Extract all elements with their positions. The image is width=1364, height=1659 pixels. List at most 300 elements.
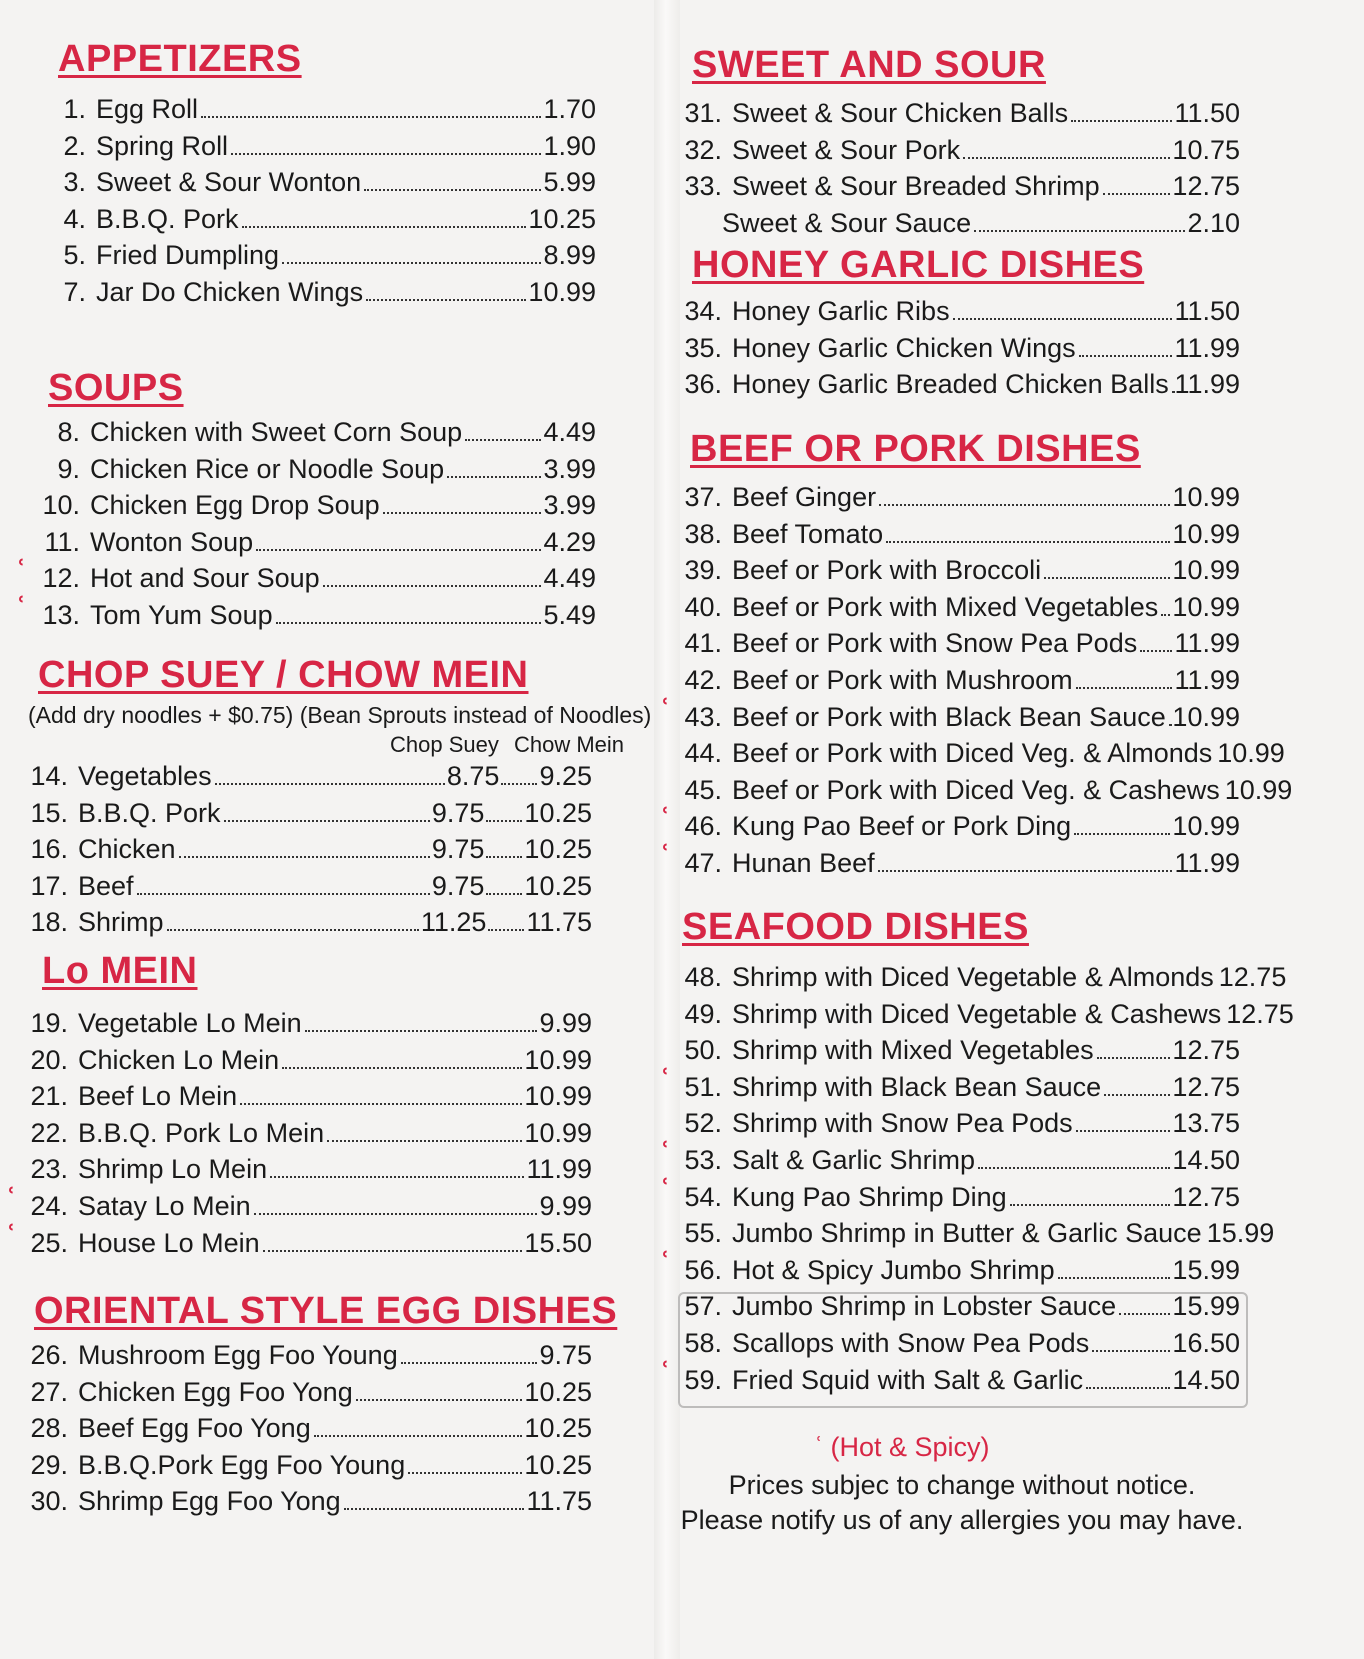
item-name: Shrimp with Diced Vegetable & Almonds bbox=[732, 962, 1214, 992]
item-name: Shrimp with Mixed Vegetables bbox=[732, 1035, 1094, 1066]
item-number: 5. bbox=[63, 240, 86, 271]
dot-leader bbox=[224, 819, 430, 822]
section-title: SOUPS bbox=[48, 367, 184, 409]
item-price: 10.99 bbox=[1217, 738, 1285, 769]
item-name: Mushroom Egg Foo Young bbox=[78, 1340, 398, 1370]
menu-item bbox=[30, 596, 596, 634]
menu-item bbox=[674, 958, 1287, 996]
menu-item bbox=[674, 1324, 1240, 1362]
menu-item bbox=[20, 1446, 592, 1484]
dot-leader bbox=[486, 892, 522, 895]
menu-item bbox=[20, 903, 592, 941]
item-number: 55. bbox=[684, 1218, 722, 1249]
menu-item bbox=[20, 1187, 592, 1225]
hot-pepper-icon: ʿ bbox=[6, 1219, 16, 1250]
item-name: Chicken with Sweet Corn Soup bbox=[90, 417, 463, 447]
dot-leader bbox=[1076, 1129, 1171, 1132]
dot-leader bbox=[215, 782, 445, 785]
item-name: Hot and Sour Soup bbox=[90, 563, 320, 594]
item-price: 15.50 bbox=[524, 1227, 592, 1258]
item-name: Egg Roll bbox=[96, 94, 199, 124]
item-number: 29. bbox=[30, 1449, 68, 1480]
dot-leader bbox=[179, 855, 430, 858]
item-name: Honey Garlic Breaded Chicken Balls bbox=[732, 369, 1169, 400]
menu-item bbox=[20, 1114, 592, 1152]
item-name: House Lo Mein bbox=[78, 1227, 260, 1258]
dot-leader bbox=[282, 261, 541, 264]
item-name: Hot & Spicy Jumbo Shrimp bbox=[732, 1254, 1055, 1285]
menu-item bbox=[20, 1041, 592, 1079]
hot-pepper-icon: ʿ bbox=[660, 1063, 670, 1094]
item-number: 21. bbox=[30, 1081, 68, 1112]
item-number: 2. bbox=[63, 130, 86, 161]
dot-leader bbox=[323, 584, 542, 587]
item-price: 13.75 bbox=[1172, 1108, 1240, 1139]
dot-leader bbox=[282, 1066, 522, 1069]
item-number: 25. bbox=[30, 1227, 68, 1258]
item-number: 10. bbox=[42, 490, 80, 521]
menu-item bbox=[674, 1361, 1240, 1399]
item-price: 8.99 bbox=[543, 240, 596, 271]
item-price: 10.25 bbox=[528, 203, 596, 234]
menu-item bbox=[20, 757, 592, 795]
item-price: 10.75 bbox=[1172, 134, 1240, 165]
menu-item bbox=[674, 131, 1240, 169]
item-name: Fried Dumpling bbox=[96, 240, 280, 271]
menu-item bbox=[674, 624, 1240, 662]
item-price: 5.99 bbox=[543, 167, 596, 198]
item-name: Shrimp Egg Foo Yong bbox=[78, 1486, 341, 1517]
item-price: 10.25 bbox=[524, 1449, 592, 1480]
dot-leader bbox=[344, 1507, 525, 1510]
price-chow-mein: 10.25 bbox=[524, 834, 592, 865]
hot-pepper-icon: ʿ bbox=[660, 1173, 670, 1204]
item-price: 15.99 bbox=[1172, 1291, 1240, 1322]
item-number: 47. bbox=[684, 848, 722, 878]
item-price: 12.75 bbox=[1172, 171, 1240, 202]
item-name: Sweet & Sour Pork bbox=[732, 134, 961, 165]
item-name: Shrimp Lo Mein bbox=[78, 1154, 268, 1185]
dot-leader bbox=[1097, 1056, 1171, 1059]
dot-leader bbox=[270, 1175, 524, 1178]
item-price: 3.99 bbox=[543, 490, 596, 521]
dot-leader bbox=[447, 475, 541, 478]
item-number: 17. bbox=[30, 870, 68, 901]
item-price: 4.49 bbox=[543, 563, 596, 594]
menu-item bbox=[674, 292, 1240, 330]
dot-leader bbox=[1074, 832, 1170, 835]
item-name: Shrimp with Snow Pea Pods bbox=[732, 1108, 1073, 1139]
item-name: Kung Pao Beef or Pork Ding bbox=[732, 811, 1072, 842]
item-name: Chicken bbox=[78, 834, 176, 865]
dot-leader bbox=[501, 782, 537, 785]
dot-leader bbox=[1169, 723, 1171, 726]
price-disclaimer: Prices subjec to change without notice. bbox=[728, 1470, 1196, 1500]
item-price: 1.90 bbox=[543, 130, 596, 161]
item-name: Salt & Garlic Shrimp bbox=[732, 1145, 976, 1175]
menu-item bbox=[30, 413, 596, 451]
item-number: 33. bbox=[684, 171, 722, 202]
item-number: 11. bbox=[44, 526, 80, 557]
item-number: 46. bbox=[684, 811, 722, 842]
price-chow-mein: 10.25 bbox=[524, 797, 592, 828]
item-price: 12.75 bbox=[1226, 998, 1294, 1029]
item-price: 10.99 bbox=[1172, 555, 1240, 586]
menu-item bbox=[674, 329, 1240, 367]
item-number: 16. bbox=[30, 834, 68, 865]
item-number: 9. bbox=[57, 453, 80, 484]
dot-leader bbox=[1010, 1203, 1171, 1206]
dot-leader bbox=[465, 438, 541, 441]
item-price: 10.99 bbox=[528, 277, 596, 307]
item-name: Jumbo Shrimp in Butter & Garlic Sauce bbox=[732, 1218, 1202, 1249]
item-number: 20. bbox=[30, 1044, 68, 1075]
hot-spicy-legend bbox=[814, 1432, 990, 1463]
item-price: 14.50 bbox=[1172, 1364, 1240, 1395]
item-number: 23. bbox=[30, 1154, 68, 1185]
dot-leader bbox=[953, 317, 1173, 320]
item-name: Chicken Egg Drop Soup bbox=[90, 490, 380, 521]
hot-pepper-icon: ʿ bbox=[6, 1183, 16, 1213]
hot-pepper-icon: ʿ bbox=[660, 1137, 670, 1167]
hot-pepper-icon: ʿ bbox=[16, 555, 26, 586]
menu-item bbox=[674, 698, 1240, 736]
item-number: 41. bbox=[684, 628, 722, 659]
item-name: Beef Egg Foo Yong bbox=[78, 1413, 311, 1444]
item-name: Chicken Rice or Noodle Soup bbox=[90, 453, 445, 484]
item-number: 44. bbox=[684, 738, 722, 769]
hot-pepper-icon: ʿ bbox=[660, 1356, 670, 1387]
item-name: Sweet & Sour Wonton bbox=[96, 167, 362, 198]
item-price: 3.99 bbox=[543, 453, 596, 484]
item-price: 10.99 bbox=[1172, 701, 1240, 732]
item-number: 39. bbox=[684, 555, 722, 586]
item-name: B.B.Q. Pork bbox=[96, 203, 239, 234]
section-title: SEAFOOD DISHES bbox=[682, 906, 1029, 948]
item-name: Beef or Pork with Mushroom bbox=[732, 665, 1073, 695]
menu-item bbox=[674, 515, 1240, 553]
dot-leader bbox=[167, 928, 419, 931]
price-chow-mein: 11.75 bbox=[526, 907, 592, 938]
item-price: 9.99 bbox=[539, 1191, 592, 1221]
item-name: Vegetable Lo Mein bbox=[78, 1008, 302, 1038]
item-name: B.B.Q. Pork bbox=[78, 797, 221, 828]
item-price: 11.99 bbox=[1174, 369, 1240, 400]
item-number: 38. bbox=[684, 518, 722, 549]
item-name: Honey Garlic Chicken Wings bbox=[732, 332, 1076, 363]
price-chow-mein: 9.25 bbox=[539, 761, 592, 791]
item-price: 16.50 bbox=[1172, 1328, 1240, 1358]
menu-item bbox=[48, 163, 596, 201]
item-price: 14.50 bbox=[1172, 1145, 1240, 1175]
item-name: Sweet & Sour Breaded Shrimp bbox=[732, 171, 1100, 202]
item-number: 59. bbox=[684, 1364, 722, 1395]
menu-item bbox=[20, 1409, 592, 1447]
dot-leader bbox=[886, 540, 1170, 543]
dot-leader bbox=[263, 1249, 523, 1252]
item-price: 10.99 bbox=[1172, 482, 1240, 512]
dot-leader bbox=[256, 548, 541, 551]
dot-leader bbox=[383, 511, 542, 514]
item-price: 11.99 bbox=[1174, 665, 1240, 695]
item-number: 45. bbox=[684, 774, 722, 805]
item-price: 10.99 bbox=[1224, 774, 1293, 805]
item-number: 53. bbox=[684, 1145, 722, 1175]
dot-leader bbox=[240, 1102, 522, 1105]
dot-leader bbox=[1103, 192, 1171, 195]
item-number: 22. bbox=[30, 1117, 68, 1148]
item-name: Chicken Egg Foo Yong bbox=[78, 1376, 353, 1407]
dot-leader bbox=[1076, 686, 1173, 689]
item-number: 24. bbox=[30, 1191, 68, 1221]
menu-item bbox=[674, 995, 1294, 1033]
hot-pepper-icon: ʿ bbox=[660, 1246, 670, 1277]
item-number: 50. bbox=[684, 1035, 722, 1066]
item-price: 10.99 bbox=[1172, 811, 1240, 842]
item-number: 28. bbox=[30, 1413, 68, 1444]
item-number: 15. bbox=[30, 797, 68, 828]
menu-item bbox=[20, 794, 592, 832]
item-name: Satay Lo Mein bbox=[78, 1191, 251, 1221]
item-number: 12. bbox=[42, 563, 80, 594]
item-price: 11.50 bbox=[1174, 296, 1240, 326]
item-price: 11.99 bbox=[1174, 332, 1240, 363]
item-price: 1.70 bbox=[543, 94, 596, 124]
item-number: 26. bbox=[30, 1340, 68, 1370]
item-price: 15.99 bbox=[1172, 1254, 1240, 1285]
section-title: ORIENTAL STYLE EGG DISHES bbox=[34, 1290, 618, 1332]
dot-leader bbox=[327, 1139, 522, 1142]
item-price: 10.25 bbox=[524, 1376, 592, 1407]
section-note: (Add dry noodles + $0.75) (Bean Sprouts instead of Noodles) bbox=[28, 702, 652, 728]
price-chop-suey: 9.75 bbox=[431, 870, 485, 901]
menu-item bbox=[674, 1068, 1240, 1106]
dot-leader bbox=[408, 1471, 522, 1474]
item-number: 27. bbox=[30, 1376, 68, 1407]
menu-item bbox=[20, 1150, 592, 1188]
price-chop-suey: 11.25 bbox=[420, 907, 487, 938]
menu-item bbox=[48, 200, 596, 238]
item-price: 11.75 bbox=[526, 1486, 592, 1517]
item-name: Sweet & Sour Chicken Balls bbox=[732, 98, 1069, 128]
section-title: CHOP SUEY / CHOW MEIN bbox=[38, 654, 529, 696]
item-number: 43. bbox=[684, 701, 722, 732]
price-chop-suey: 9.75 bbox=[431, 834, 485, 865]
item-number: 35. bbox=[684, 332, 722, 363]
item-price: 10.99 bbox=[1172, 518, 1240, 549]
menu-item bbox=[674, 1251, 1240, 1289]
item-price: 12.75 bbox=[1218, 962, 1287, 992]
dot-leader bbox=[963, 156, 1170, 159]
menu-item bbox=[48, 273, 596, 311]
item-name: Beef or Pork with Mixed Vegetables bbox=[732, 591, 1159, 622]
menu-item bbox=[674, 204, 1240, 242]
menu-item bbox=[48, 236, 596, 274]
item-name: Spring Roll bbox=[96, 130, 229, 161]
item-number: 42. bbox=[684, 665, 722, 695]
item-name: Scallops with Snow Pea Pods bbox=[732, 1328, 1090, 1358]
item-number: 32. bbox=[684, 134, 722, 165]
menu-item bbox=[20, 1336, 592, 1374]
menu-item bbox=[674, 1141, 1240, 1179]
menu-item bbox=[674, 1214, 1275, 1252]
item-price: 5.49 bbox=[543, 600, 596, 630]
item-name: Kung Pao Shrimp Ding bbox=[732, 1181, 1007, 1212]
item-number: 56. bbox=[684, 1254, 722, 1285]
menu-item bbox=[20, 1482, 592, 1520]
item-number: 40. bbox=[684, 591, 722, 622]
price-chop-suey: 8.75 bbox=[446, 761, 500, 791]
menu-item bbox=[674, 661, 1240, 699]
item-name: Beef or Pork with Broccoli bbox=[732, 555, 1042, 586]
item-price: 15.99 bbox=[1206, 1218, 1275, 1249]
menu-item bbox=[48, 127, 596, 165]
item-name: B.B.Q. Pork Lo Mein bbox=[78, 1117, 325, 1148]
item-number: 14. bbox=[30, 761, 68, 791]
hot-pepper-icon: ʿ bbox=[814, 1432, 823, 1462]
menu-item bbox=[20, 1224, 592, 1262]
item-price: 4.29 bbox=[543, 526, 596, 557]
price-chop-suey: 9.75 bbox=[431, 797, 485, 828]
item-number: 34. bbox=[684, 296, 722, 326]
item-price: 10.99 bbox=[524, 1081, 592, 1112]
item-number: 49. bbox=[684, 998, 722, 1029]
dot-leader bbox=[978, 1166, 1170, 1169]
item-name: Shrimp bbox=[78, 907, 164, 938]
item-number: 8. bbox=[57, 417, 80, 447]
dot-leader bbox=[254, 1212, 538, 1215]
column-header-chow-mein: Chow Mein bbox=[514, 732, 625, 757]
menu-item bbox=[674, 734, 1285, 772]
item-number: 31. bbox=[684, 98, 722, 128]
dot-leader bbox=[1172, 390, 1173, 393]
menu-item bbox=[674, 167, 1240, 205]
item-price: 2.10 bbox=[1187, 207, 1240, 238]
dot-leader bbox=[1079, 354, 1173, 357]
section-title: HONEY GARLIC DISHES bbox=[692, 244, 1145, 286]
item-price: 11.99 bbox=[1174, 628, 1240, 659]
column-header-chop-suey: Chop Suey bbox=[390, 732, 499, 757]
menu-item bbox=[48, 90, 596, 128]
dot-leader bbox=[137, 892, 430, 895]
item-number: 57. bbox=[684, 1291, 722, 1322]
item-name: Chicken Lo Mein bbox=[78, 1044, 280, 1075]
item-price: 9.75 bbox=[539, 1340, 592, 1370]
item-price: 10.99 bbox=[524, 1044, 592, 1075]
dot-leader bbox=[1044, 576, 1170, 579]
allergy-notice: Please notify us of any allergies you may have. bbox=[680, 1505, 1244, 1535]
menu-item bbox=[674, 478, 1240, 516]
item-name: Hunan Beef bbox=[732, 848, 875, 878]
menu-item bbox=[674, 551, 1240, 589]
item-number: 1. bbox=[63, 94, 86, 124]
item-price: 9.99 bbox=[539, 1008, 592, 1038]
menu-item bbox=[674, 94, 1240, 132]
menu-item bbox=[30, 523, 596, 561]
hot-pepper-icon: ʿ bbox=[16, 592, 26, 622]
item-price: 10.25 bbox=[524, 1413, 592, 1444]
menu-item bbox=[30, 486, 596, 524]
section-title: BEEF OR PORK DISHES bbox=[690, 428, 1141, 470]
item-number: 54. bbox=[684, 1181, 722, 1212]
item-price: 12.75 bbox=[1172, 1035, 1240, 1066]
section-title: Lo MEIN bbox=[42, 950, 198, 992]
dot-leader bbox=[201, 115, 541, 118]
hot-pepper-icon: ʿ bbox=[660, 693, 670, 724]
item-name: Shrimp with Black Bean Sauce bbox=[732, 1071, 1102, 1102]
dot-leader bbox=[314, 1434, 523, 1437]
dot-leader bbox=[1104, 1093, 1170, 1096]
item-name: Beef or Pork with Diced Veg. & Cashews bbox=[732, 774, 1220, 805]
item-name: Honey Garlic Ribs bbox=[732, 296, 950, 326]
dot-leader bbox=[1161, 613, 1170, 616]
dot-leader bbox=[488, 928, 524, 931]
dot-leader bbox=[1140, 649, 1172, 652]
item-name: Fried Squid with Salt & Garlic bbox=[732, 1364, 1084, 1395]
item-price: 10.99 bbox=[1172, 591, 1240, 622]
item-number: 36. bbox=[684, 369, 722, 400]
item-name: Beef Ginger bbox=[732, 482, 877, 512]
item-number: 48. bbox=[684, 962, 722, 992]
menu-item bbox=[20, 830, 592, 868]
item-price: 12.75 bbox=[1172, 1181, 1240, 1212]
menu-item bbox=[674, 1031, 1240, 1069]
item-name: Wonton Soup bbox=[90, 526, 254, 557]
dot-leader bbox=[276, 621, 542, 624]
menu-item bbox=[20, 1004, 592, 1042]
menu-item bbox=[674, 1287, 1240, 1325]
item-name: Beef or Pork with Black Bean Sauce bbox=[732, 701, 1166, 732]
item-name: Tom Yum Soup bbox=[90, 600, 273, 630]
dot-leader bbox=[356, 1398, 523, 1401]
dot-leader bbox=[974, 229, 1185, 232]
menu-item bbox=[674, 807, 1240, 845]
item-number: 18. bbox=[30, 907, 68, 938]
dot-leader bbox=[879, 503, 1170, 506]
dot-leader bbox=[486, 819, 522, 822]
dot-leader bbox=[486, 855, 522, 858]
menu-item bbox=[674, 844, 1240, 882]
menu-item bbox=[674, 771, 1293, 809]
item-price: 11.50 bbox=[1174, 98, 1240, 128]
dot-leader bbox=[364, 188, 541, 191]
item-number: 37. bbox=[684, 482, 722, 512]
item-number: 3. bbox=[63, 167, 86, 198]
dot-leader bbox=[1071, 119, 1172, 122]
dot-leader bbox=[878, 869, 1173, 872]
item-name: Beef Lo Mein bbox=[78, 1081, 238, 1112]
item-name: Beef or Pork with Diced Veg. & Almonds bbox=[732, 738, 1213, 769]
item-number: 52. bbox=[684, 1108, 722, 1139]
item-name: Beef bbox=[78, 870, 134, 901]
item-price: 12.75 bbox=[1172, 1071, 1240, 1102]
hot-pepper-icon: ʿ bbox=[660, 840, 670, 870]
item-name: Jar Do Chicken Wings bbox=[96, 277, 364, 307]
menu-item bbox=[674, 1104, 1240, 1142]
menu-item bbox=[20, 1077, 592, 1115]
item-name: Shrimp with Diced Vegetable & Cashews bbox=[732, 998, 1222, 1029]
item-price: 11.99 bbox=[526, 1154, 592, 1185]
item-name: B.B.Q.Pork Egg Foo Young bbox=[78, 1449, 406, 1480]
hot-pepper-icon: ʿ bbox=[660, 803, 670, 834]
menu-item bbox=[674, 365, 1240, 403]
menu-item bbox=[30, 450, 596, 488]
item-name: Vegetables bbox=[78, 761, 212, 791]
item-name: Sweet & Sour Sauce bbox=[722, 207, 972, 238]
item-name: Jumbo Shrimp in Lobster Sauce bbox=[732, 1291, 1117, 1322]
item-number: 19. bbox=[30, 1008, 68, 1038]
item-number: 4. bbox=[63, 203, 86, 234]
